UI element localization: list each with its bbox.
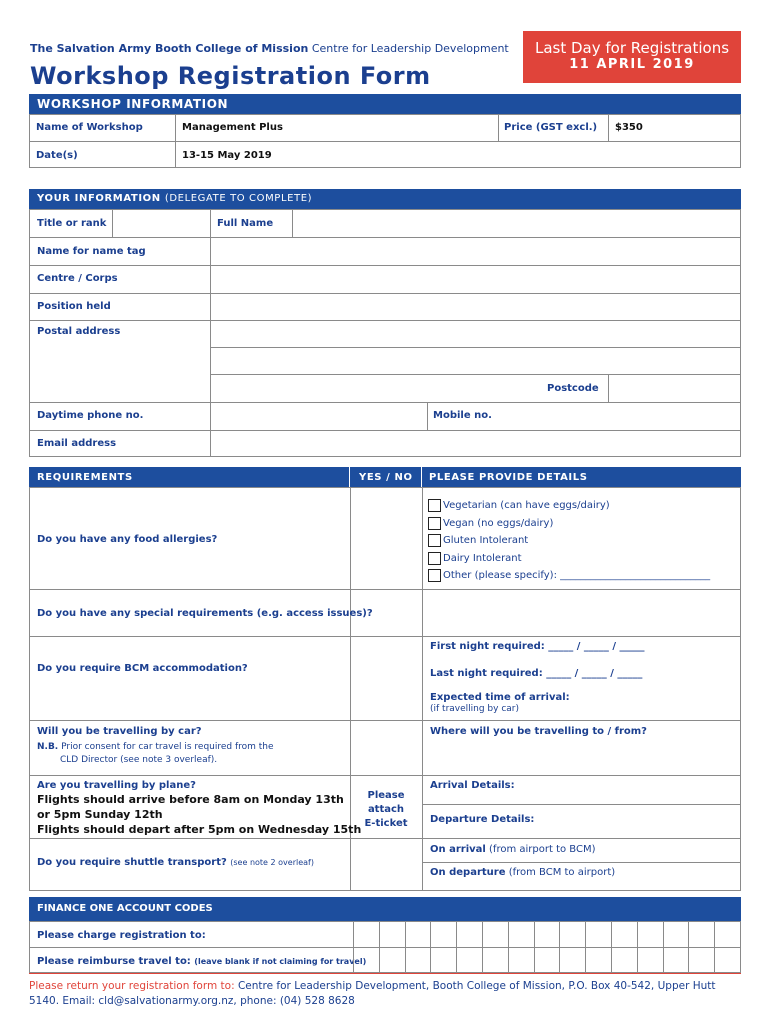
code-cell[interactable] xyxy=(379,922,405,947)
flight-line: or 5pm Sunday 12th xyxy=(37,808,163,821)
email-label: Email address xyxy=(37,438,117,449)
finance-table xyxy=(29,921,741,973)
checkbox[interactable] xyxy=(428,569,441,582)
food-option xyxy=(428,550,710,568)
account-code-grid xyxy=(353,922,740,972)
special-requirements-question: Do you have any special requirements (e.g. access issues)? xyxy=(37,608,373,619)
checkbox[interactable] xyxy=(428,534,441,547)
shuttle-note: (see note 2 overleaf) xyxy=(230,858,314,867)
code-cell[interactable] xyxy=(611,947,637,972)
your-info-title: YOUR INFORMATION xyxy=(37,193,161,204)
arrival-time-note: (if travelling by car) xyxy=(430,704,520,714)
reimburse-travel-label xyxy=(37,956,366,967)
arrival-time-label: Expected time of arrival: xyxy=(430,692,570,703)
deadline-date: 11 APRIL 2019 xyxy=(569,57,695,72)
special-yes-no-field[interactable] xyxy=(351,590,421,635)
first-night-label: First night required: _____ / _____ / _____ xyxy=(430,641,645,652)
food-option-label: Other (please specify): ______________________________ xyxy=(443,570,711,582)
code-cell[interactable] xyxy=(456,947,482,972)
requirements-section-header xyxy=(29,467,741,487)
where-travelling-label: Where will you be travelling to / from? xyxy=(430,726,647,737)
mobile-field[interactable] xyxy=(510,403,739,429)
on-departure-option xyxy=(430,867,615,878)
code-cell[interactable] xyxy=(688,922,714,947)
code-cell[interactable] xyxy=(379,947,405,972)
code-cell[interactable] xyxy=(688,947,714,972)
flight-line: Flights should depart after 5pm on Wednesday 15th xyxy=(37,823,362,836)
food-option-label: Vegetarian (can have eggs/dairy) xyxy=(443,500,610,512)
food-options-list xyxy=(428,497,710,585)
code-cell[interactable] xyxy=(482,922,508,947)
name-tag-field[interactable] xyxy=(211,238,739,264)
full-name-field[interactable] xyxy=(293,211,739,236)
code-cell[interactable] xyxy=(585,947,611,972)
car-nb-line2: CLD Director (see note 3 overleaf). xyxy=(60,755,218,765)
on-departure-bold: On departure xyxy=(430,867,506,878)
checkbox[interactable] xyxy=(428,552,441,565)
dates-value: 13-15 May 2019 xyxy=(182,150,272,161)
food-allergies-question: Do you have any food allergies? xyxy=(37,534,218,545)
code-cell[interactable] xyxy=(405,922,431,947)
footer-return-info xyxy=(29,979,745,1009)
email-field[interactable] xyxy=(211,431,739,456)
deadline-badge xyxy=(523,31,741,83)
centre-field[interactable] xyxy=(211,266,739,292)
position-label: Position held xyxy=(37,301,111,312)
code-cell[interactable] xyxy=(405,947,431,972)
on-arrival-text: (from airport to BCM) xyxy=(489,844,596,855)
org-line xyxy=(30,42,509,55)
workshop-section-header: WORKSHOP INFORMATION xyxy=(29,94,741,114)
postcode-field[interactable] xyxy=(609,375,739,401)
price-label: Price (GST excl.) xyxy=(504,122,598,133)
code-cell[interactable] xyxy=(559,922,585,947)
on-arrival-option xyxy=(430,844,596,855)
code-cell[interactable] xyxy=(637,922,663,947)
mobile-label: Mobile no. xyxy=(433,410,492,421)
footer-divider xyxy=(29,973,741,974)
dates-label: Date(s) xyxy=(36,150,78,161)
attach-line: attach xyxy=(367,804,405,815)
code-cell[interactable] xyxy=(508,947,534,972)
checkbox[interactable] xyxy=(428,517,441,530)
plane-question: Are you travelling by plane? xyxy=(37,780,196,791)
shuttle-question xyxy=(37,857,314,868)
code-cell[interactable] xyxy=(534,922,560,947)
code-cell[interactable] xyxy=(534,947,560,972)
code-cell[interactable] xyxy=(430,922,456,947)
food-option xyxy=(428,532,710,550)
departure-details-label: Departure Details: xyxy=(430,814,535,825)
code-cell[interactable] xyxy=(637,947,663,972)
checkbox[interactable] xyxy=(428,499,441,512)
daytime-phone-field[interactable] xyxy=(211,403,426,429)
return-contact: 5140. Email: cld@salvationarmy.org.nz, phone: (04) 528 8628 xyxy=(29,995,355,1007)
shuttle-question-text: Do you require shuttle transport? xyxy=(37,857,227,868)
postal-label: Postal address xyxy=(37,326,121,337)
flight-instructions xyxy=(37,792,361,837)
return-label: Please return your registration form to: xyxy=(29,980,235,992)
food-option xyxy=(428,567,710,585)
centre-label: Centre / Corps xyxy=(37,273,118,284)
code-cell[interactable] xyxy=(456,922,482,947)
requirements-col-title: REQUIREMENTS xyxy=(37,472,133,483)
food-option xyxy=(428,515,710,533)
code-cell[interactable] xyxy=(663,947,689,972)
attach-line: E-ticket xyxy=(364,818,408,829)
code-cell[interactable] xyxy=(508,922,534,947)
flight-line: Flights should arrive before 8am on Monday 13th xyxy=(37,793,344,806)
finance-section-header: FINANCE ONE ACCOUNT CODES xyxy=(29,897,741,921)
requirements-table xyxy=(29,487,741,891)
title-rank-label: Title or rank xyxy=(37,218,107,229)
code-cell[interactable] xyxy=(611,922,637,947)
code-cell[interactable] xyxy=(559,947,585,972)
food-option xyxy=(428,497,710,515)
workshop-name-value: Management Plus xyxy=(182,122,283,133)
attach-eticket-note xyxy=(351,789,421,831)
code-cell[interactable] xyxy=(585,922,611,947)
org-name: The Salvation Army Booth College of Mission xyxy=(30,42,309,55)
car-nb-bold: N.B. xyxy=(37,742,59,752)
your-info-subtitle: (DELEGATE TO COMPLETE) xyxy=(164,193,313,204)
code-cell[interactable] xyxy=(353,922,379,947)
page-title: Workshop Registration Form xyxy=(30,62,431,90)
food-option-label: Dairy Intolerant xyxy=(443,552,522,564)
food-option-label: Vegan (no eggs/dairy) xyxy=(443,517,554,529)
charge-registration-label: Please charge registration to: xyxy=(37,930,206,941)
code-cell[interactable] xyxy=(663,922,689,947)
car-nb-text: Prior consent for car travel is required from the xyxy=(61,742,274,752)
code-cell[interactable] xyxy=(714,947,740,972)
title-rank-field[interactable] xyxy=(113,211,209,236)
postcode-label: Postcode xyxy=(547,383,599,394)
food-yes-no-field[interactable] xyxy=(351,489,421,588)
food-option-label: Gluten Intolerant xyxy=(443,535,529,547)
details-col-title: PLEASE PROVIDE DETAILS xyxy=(429,472,588,483)
car-nb-line1 xyxy=(37,742,274,752)
code-cell[interactable] xyxy=(714,922,740,947)
code-cell[interactable] xyxy=(482,947,508,972)
your-info-section-header xyxy=(29,189,741,209)
accommodation-question: Do you require BCM accommodation? xyxy=(37,663,248,674)
on-departure-text: (from BCM to airport) xyxy=(508,867,616,878)
car-question: Will you be travelling by car? xyxy=(37,726,202,737)
workshop-name-label: Name of Workshop xyxy=(36,122,143,133)
deadline-label: Last Day for Registrations xyxy=(534,39,730,57)
daytime-phone-label: Daytime phone no. xyxy=(37,410,144,421)
full-name-label: Full Name xyxy=(217,218,274,229)
shuttle-yes-no-field[interactable] xyxy=(351,839,421,890)
yes-no-col-title: YES / NO xyxy=(359,472,413,483)
special-details-field[interactable] xyxy=(423,590,739,635)
on-arrival-bold: On arrival xyxy=(430,844,486,855)
reimburse-note: (leave blank if not claiming for travel) xyxy=(194,957,367,966)
attach-line: Please xyxy=(367,790,405,801)
code-cell[interactable] xyxy=(430,947,456,972)
price-value: $350 xyxy=(615,122,643,133)
reimburse-text: Please reimburse travel to: xyxy=(37,956,191,967)
position-field[interactable] xyxy=(211,294,739,319)
last-night-label: Last night required: _____ / _____ / _____ xyxy=(430,668,643,679)
code-cell[interactable] xyxy=(353,947,379,972)
arrival-details-label: Arrival Details: xyxy=(430,780,515,791)
return-address: Centre for Leadership Development, Booth College of Mission, P.O. Box 40-542, Upper Hutt xyxy=(237,980,716,992)
your-info-table xyxy=(29,209,741,457)
workshop-table xyxy=(29,114,741,168)
org-dept: Centre for Leadership Development xyxy=(311,42,509,55)
car-yes-no-field[interactable] xyxy=(351,721,421,774)
name-tag-label: Name for name tag xyxy=(37,246,146,257)
accommodation-yes-no-field[interactable] xyxy=(351,637,421,719)
